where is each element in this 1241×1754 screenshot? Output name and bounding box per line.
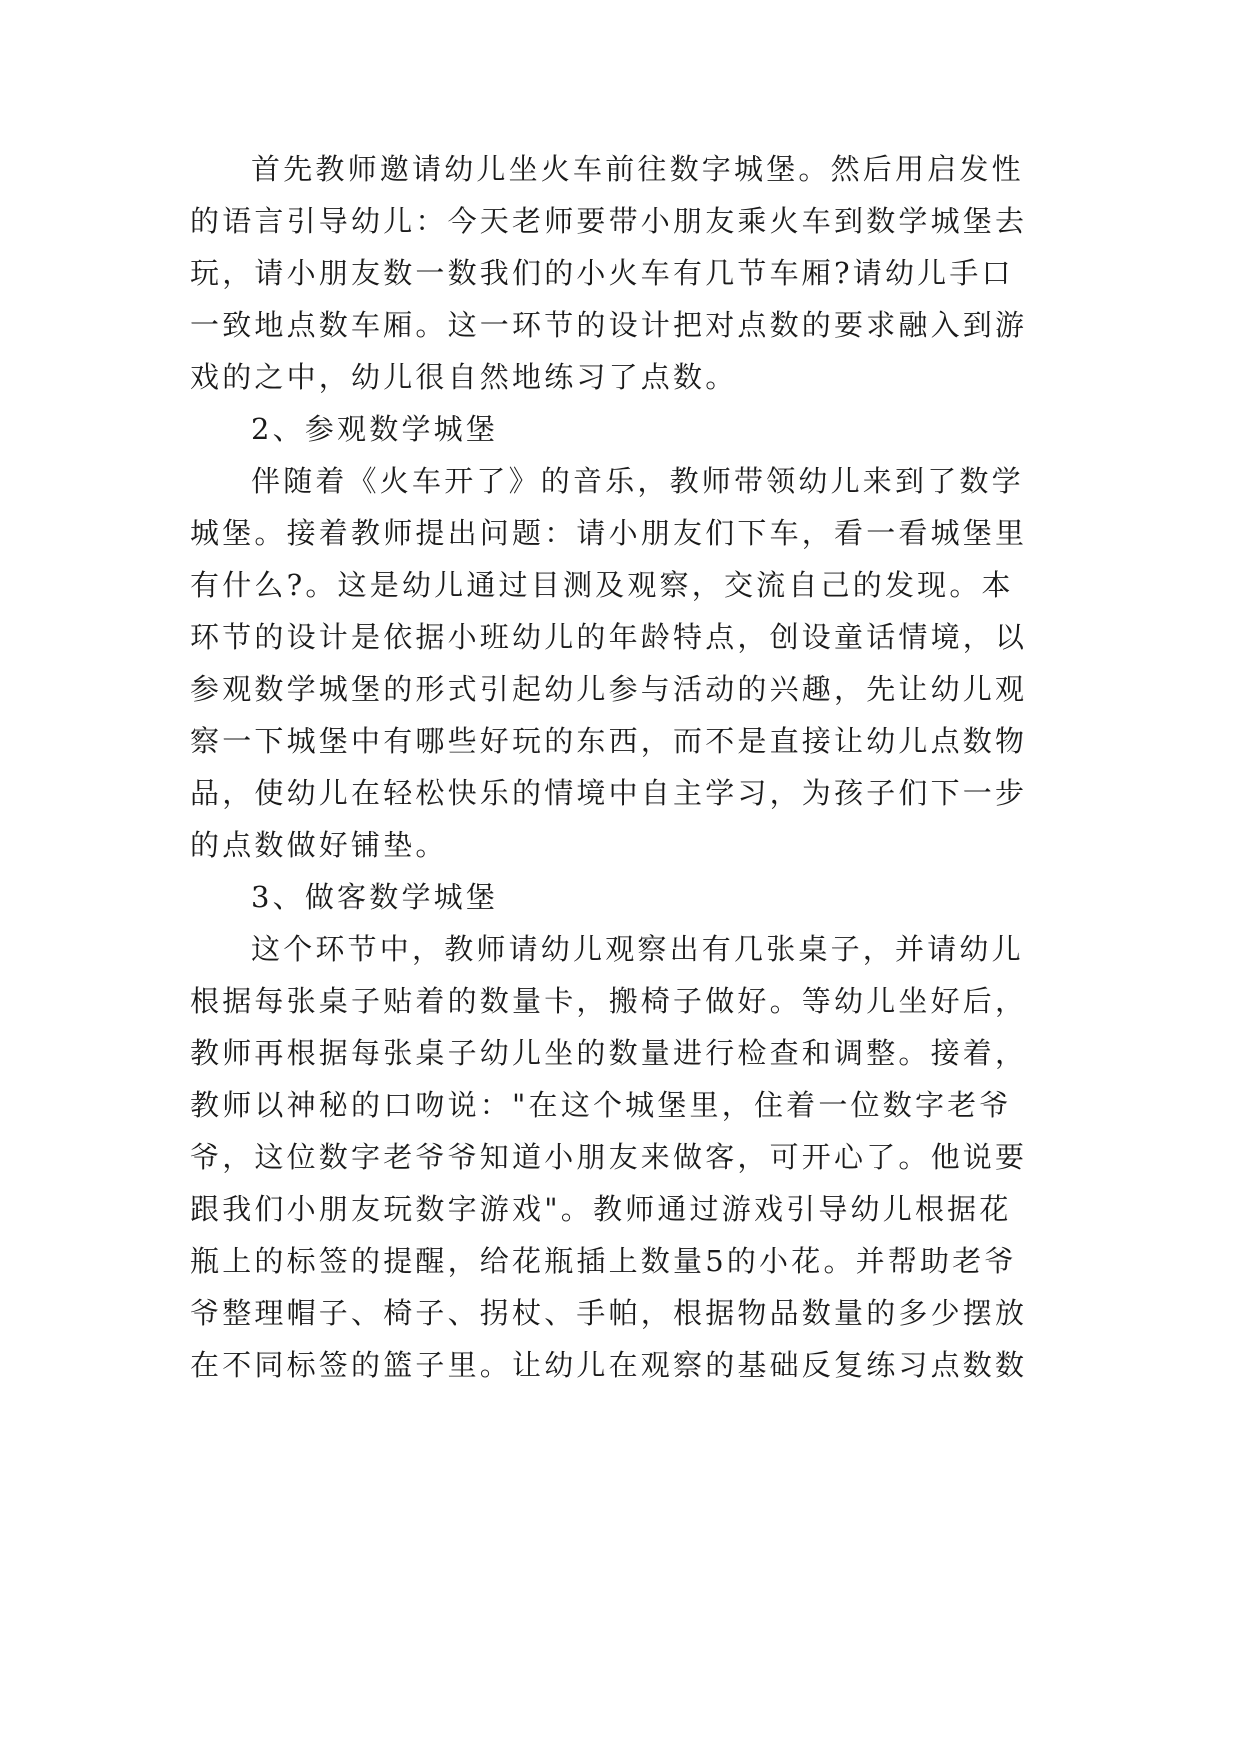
paragraph-2-line-3: 有什么?。这是幼儿通过目测及观察，交流自己的发现。本 xyxy=(190,568,1014,602)
paragraph-2-line-8: 的点数做好铺垫。 xyxy=(190,828,448,862)
paragraph-3-line-9: 在不同标签的篮子里。让幼儿在观察的基础反复练习点数数 xyxy=(190,1348,1028,1382)
paragraph-3-line-4: 教师以神秘的口吻说："在这个城堡里，住着一位数字老爷 xyxy=(190,1088,1012,1122)
section-heading-2: 2、参观数学城堡 xyxy=(251,412,499,446)
paragraph-3-line-8: 爷整理帽子、椅子、拐杖、手帕，根据物品数量的多少摆放 xyxy=(190,1296,1028,1330)
section-heading-3: 3、做客数学城堡 xyxy=(251,880,499,914)
paragraph-1-line-3: 玩，请小朋友数一数我们的小火车有几节车厢?请幼儿手口 xyxy=(190,256,1014,290)
paragraph-1-line-5: 戏的之中，幼儿很自然地练习了点数。 xyxy=(190,360,738,394)
paragraph-2-line-5: 参观数学城堡的形式引起幼儿参与活动的兴趣，先让幼儿观 xyxy=(190,672,1028,706)
paragraph-3-line-2: 根据每张桌子贴着的数量卡，搬椅子做好。等幼儿坐好后， xyxy=(190,984,1028,1018)
paragraph-2-line-7: 品，使幼儿在轻松快乐的情境中自主学习，为孩子们下一步 xyxy=(190,776,1028,810)
paragraph-1-line-2: 的语言引导幼儿：今天老师要带小朋友乘火车到数学城堡去 xyxy=(190,204,1028,238)
paragraph-3-line-5: 爷，这位数字老爷爷知道小朋友来做客，可开心了。他说要 xyxy=(190,1140,1028,1174)
paragraph-2-line-2: 城堡。接着教师提出问题：请小朋友们下车，看一看城堡里 xyxy=(190,516,1028,550)
paragraph-3-line-6: 跟我们小朋友玩数字游戏"。教师通过游戏引导幼儿根据花 xyxy=(190,1192,1012,1226)
paragraph-3-line-7: 瓶上的标签的提醒，给花瓶插上数量5的小花。并帮助老爷 xyxy=(190,1244,1017,1278)
paragraph-2-line-6: 察一下城堡中有哪些好玩的东西，而不是直接让幼儿点数物 xyxy=(190,724,1028,758)
paragraph-2-line-1: 伴随着《火车开了》的音乐，教师带领幼儿来到了数学 xyxy=(251,464,1024,498)
paragraph-3-line-1: 这个环节中，教师请幼儿观察出有几张桌子，并请幼儿 xyxy=(251,932,1024,966)
paragraph-1-line-4: 一致地点数车厢。这一环节的设计把对点数的要求融入到游 xyxy=(190,308,1028,342)
paragraph-1-line-1: 首先教师邀请幼儿坐火车前往数字城堡。然后用启发性 xyxy=(251,152,1024,186)
paragraph-2-line-4: 环节的设计是依据小班幼儿的年龄特点，创设童话情境，以 xyxy=(190,620,1028,654)
paragraph-3-line-3: 教师再根据每张桌子幼儿坐的数量进行检查和调整。接着， xyxy=(190,1036,1028,1070)
